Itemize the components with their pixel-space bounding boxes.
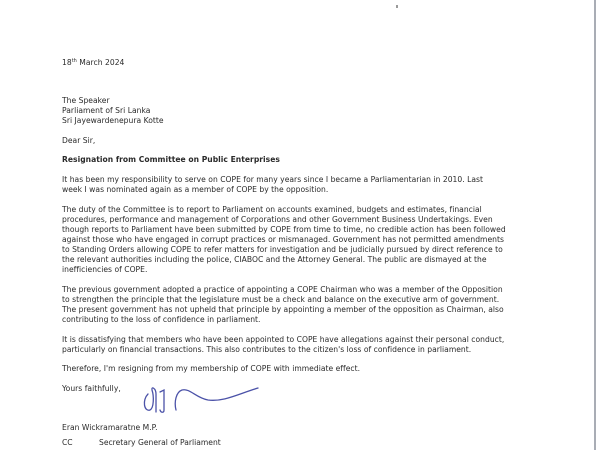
paragraph-line: against those who have engaged in corrupt practices or mismanaged. Government has not permitted amendments [62,235,504,244]
paragraph-line: though reports to Parliament have been submitted by COPE from time to time, no credible action has been followed [62,225,506,234]
letter-subject: Resignation from Committee on Public Enterprises [62,155,280,164]
paragraph-line: It has been my responsibility to serve on COPE for many years since I became a Parliamentarian in 2010. Last [62,175,484,184]
closing: Yours faithfully, [62,384,121,393]
paragraph-line: week I was nominated again as a member of COPE by the opposition. [62,185,329,194]
recipient-line: Parliament of Sri Lanka [62,106,151,115]
cc-item: Secretary General of Parliament [99,438,221,447]
page-edge [594,0,596,450]
salutation: Dear Sir, [62,136,96,145]
paragraph-line: to strengthen the principle that the legislature must be a check and balance on the executive arm of government. [62,295,500,304]
paragraph-line: The previous government adopted a practice of appointing a COPE Chairman who was a member of the Opposition [62,285,503,294]
letter-date: 18th March 2024 [62,58,125,67]
paragraph-line: The present government has not upheld that principle by appointing a member of the opposition as Chairman, also [62,305,504,314]
paragraph-line: contributing to the loss of confidence in parliament. [62,315,261,324]
scan-speck [396,5,398,8]
paragraph-line: It is dissatisfying that members who have been appointed to COPE have allegations against their personal conduct, [62,335,505,344]
signature-icon [138,380,268,420]
paragraph-line: Therefore, I'm resigning from my membership of COPE with immediate effect. [62,364,361,373]
paragraph-line: procedures, performance and management of Corporations and other Government Business Undertakings. Even [62,215,493,224]
signatory-name: Eran Wickramaratne M.P. [62,423,158,432]
paragraph-line: particularly on financial transactions. This also contributes to the citizen's loss of confidence in parliament. [62,345,472,354]
paragraph-line: inefficiencies of COPE. [62,265,148,274]
recipient-line: The Speaker [62,96,110,105]
cc-label: CC [62,438,73,447]
recipient-line: Sri Jayewardenepura Kotte [62,116,164,125]
paragraph-line: The duty of the Committee is to report to Parliament on accounts examined, budgets and estimates, financial [62,205,482,214]
paragraph-line: the relevant authorities including the police, CIABOC and the Attorney General. The public are dismayed at the [62,255,487,264]
paragraph-line: to Standing Orders allowing COPE to refer matters for investigation and be judicially pursued by direct reference to [62,245,503,254]
